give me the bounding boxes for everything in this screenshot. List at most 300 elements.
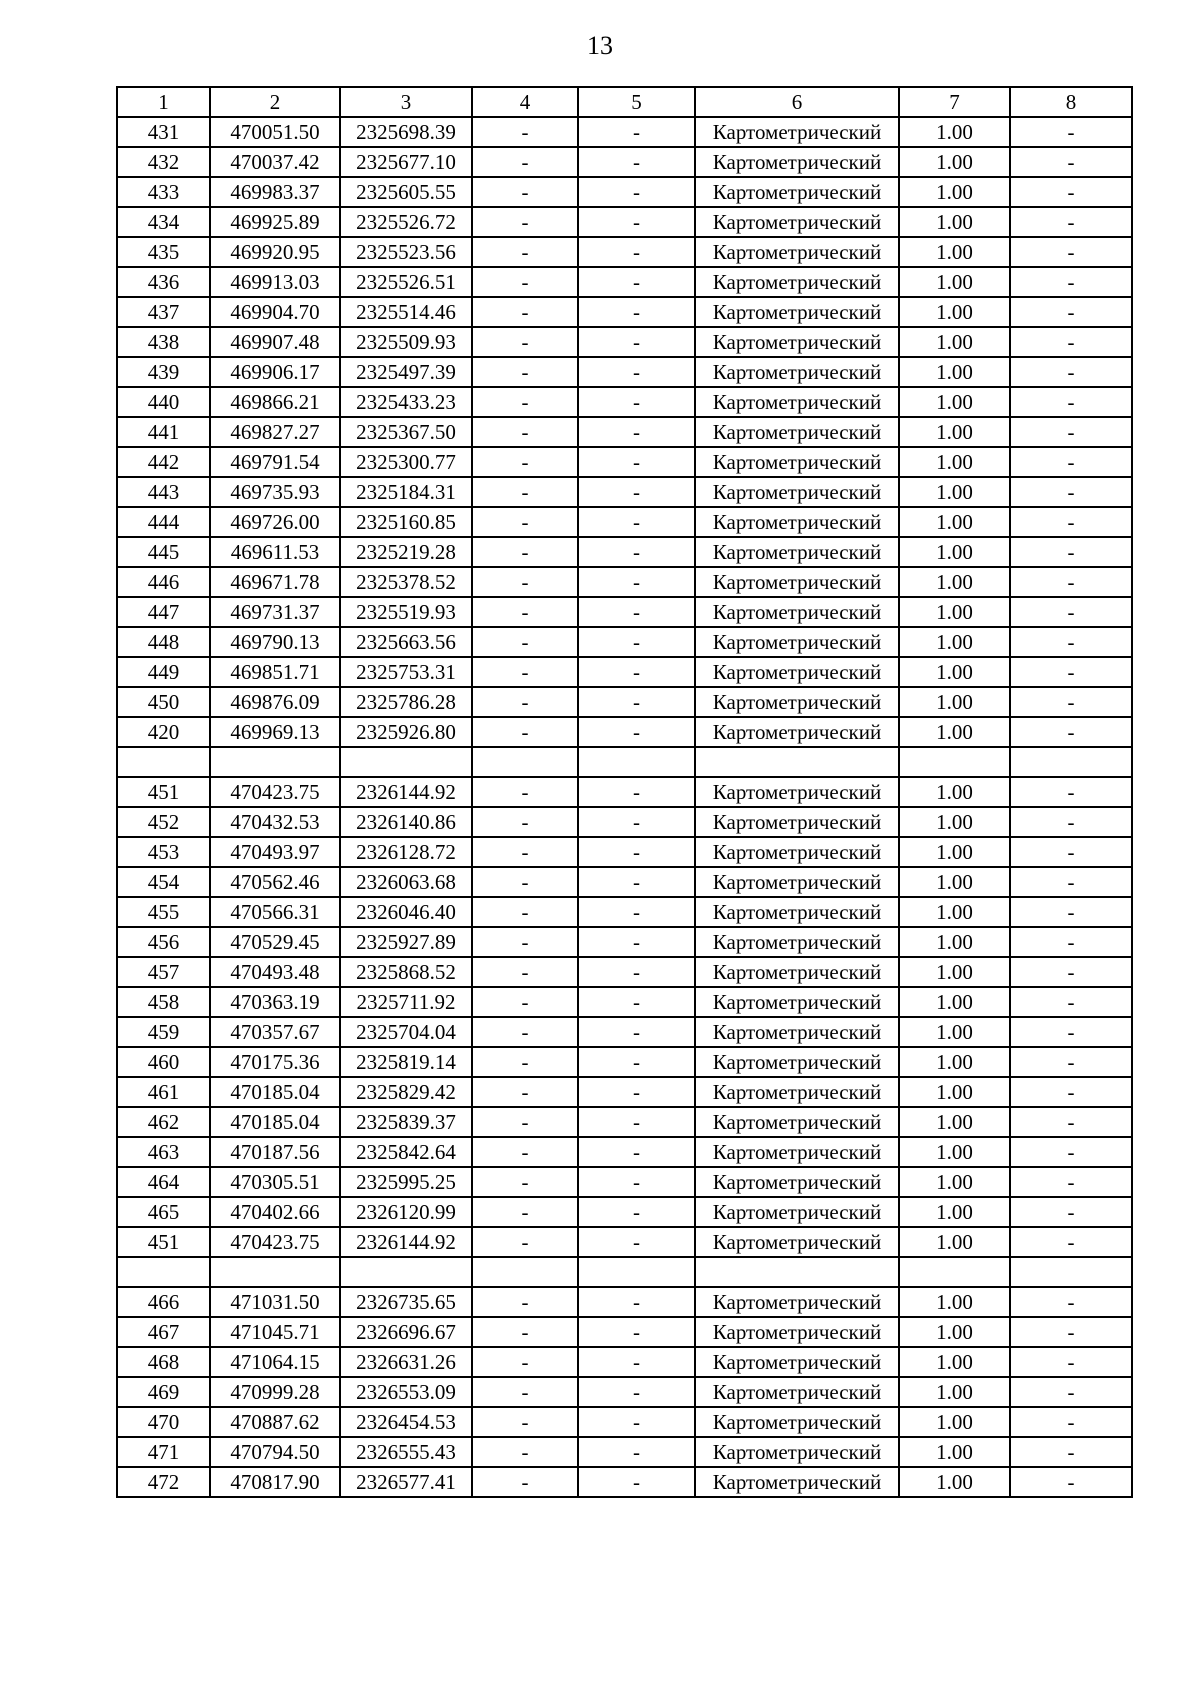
table-cell: 1.00	[899, 1377, 1010, 1407]
table-cell: 451	[117, 777, 210, 807]
table-cell: 470357.67	[210, 1017, 340, 1047]
table-cell: 1.00	[899, 927, 1010, 957]
table-row	[117, 417, 1132, 447]
table-cell: 438	[117, 327, 210, 357]
table-cell: -	[1010, 147, 1132, 177]
table-cell: -	[578, 1317, 695, 1347]
table-cell: 469913.03	[210, 267, 340, 297]
table-cell: Картометрический	[695, 207, 899, 237]
table-cell: -	[578, 537, 695, 567]
table-cell	[1010, 1257, 1132, 1287]
table-cell: 2326577.41	[340, 1467, 472, 1497]
table-cell: 2326144.92	[340, 777, 472, 807]
table-cell: 469726.00	[210, 507, 340, 537]
table-cell: 2325926.80	[340, 717, 472, 747]
table-cell: 1.00	[899, 1197, 1010, 1227]
table-row	[117, 267, 1132, 297]
table-cell: 2325868.52	[340, 957, 472, 987]
table-cell: 1.00	[899, 1107, 1010, 1137]
table-cell: -	[1010, 507, 1132, 537]
table-cell	[472, 1257, 578, 1287]
table-cell: Картометрический	[695, 987, 899, 1017]
table-cell: 1.00	[899, 627, 1010, 657]
table-cell: 2325378.52	[340, 567, 472, 597]
table-cell: -	[578, 1077, 695, 1107]
table-cell: 2326140.86	[340, 807, 472, 837]
table-cell: -	[578, 1347, 695, 1377]
table-cell: 1.00	[899, 987, 1010, 1017]
header-cell: 4	[472, 87, 578, 117]
table-cell: 1.00	[899, 567, 1010, 597]
table-cell: -	[578, 597, 695, 627]
table-cell: 470037.42	[210, 147, 340, 177]
table-cell: -	[1010, 267, 1132, 297]
table-cell: -	[1010, 327, 1132, 357]
table-cell: -	[578, 1287, 695, 1317]
table-cell: Картометрический	[695, 477, 899, 507]
table-cell: 2325526.51	[340, 267, 472, 297]
table-row	[117, 1347, 1132, 1377]
table-row	[117, 537, 1132, 567]
table-cell: -	[578, 717, 695, 747]
table-cell: 469827.27	[210, 417, 340, 447]
table-cell: -	[472, 1287, 578, 1317]
table-cell: 445	[117, 537, 210, 567]
table-row	[117, 1197, 1132, 1227]
table-cell: 458	[117, 987, 210, 1017]
table-cell: -	[1010, 897, 1132, 927]
table-cell: 1.00	[899, 1167, 1010, 1197]
table-cell: -	[578, 657, 695, 687]
table-cell: -	[578, 687, 695, 717]
table-cell: -	[472, 537, 578, 567]
table-cell: 449	[117, 657, 210, 687]
table-cell	[695, 747, 899, 777]
table-cell: 469731.37	[210, 597, 340, 627]
table-cell: 2325433.23	[340, 387, 472, 417]
table-cell: -	[1010, 237, 1132, 267]
table-cell: -	[472, 657, 578, 687]
table-cell: 2325519.93	[340, 597, 472, 627]
table-cell: Картометрический	[695, 867, 899, 897]
table-cell: -	[1010, 537, 1132, 567]
table-cell: 431	[117, 117, 210, 147]
table-row	[117, 867, 1132, 897]
table-row	[117, 927, 1132, 957]
table-row	[117, 1377, 1132, 1407]
table-cell: 466	[117, 1287, 210, 1317]
table-cell: Картометрический	[695, 447, 899, 477]
table-cell: -	[1010, 387, 1132, 417]
table-cell: 470493.48	[210, 957, 340, 987]
table-cell: -	[578, 807, 695, 837]
table-cell: -	[578, 837, 695, 867]
table-cell: -	[578, 477, 695, 507]
table-row	[117, 1047, 1132, 1077]
table-cell: 470794.50	[210, 1437, 340, 1467]
table-cell: 470	[117, 1407, 210, 1437]
table-cell: 1.00	[899, 207, 1010, 237]
table-cell: Картометрический	[695, 1017, 899, 1047]
table-cell: -	[1010, 657, 1132, 687]
table-cell: -	[578, 297, 695, 327]
table-cell: Картометрический	[695, 777, 899, 807]
table-cell: 470887.62	[210, 1407, 340, 1437]
table-cell: 470423.75	[210, 777, 340, 807]
table-cell: 1.00	[899, 387, 1010, 417]
table-cell: 1.00	[899, 1467, 1010, 1497]
table-cell: -	[472, 267, 578, 297]
table-cell: 436	[117, 267, 210, 297]
table-cell: -	[1010, 777, 1132, 807]
table-cell: 465	[117, 1197, 210, 1227]
table-cell: -	[578, 117, 695, 147]
table-cell: -	[1010, 117, 1132, 147]
table-row	[117, 207, 1132, 237]
table-cell: -	[472, 867, 578, 897]
table-cell: Картометрический	[695, 237, 899, 267]
table-cell: -	[1010, 1047, 1132, 1077]
table-cell: 469790.13	[210, 627, 340, 657]
table-cell: Картометрический	[695, 1317, 899, 1347]
table-cell: Картометрический	[695, 657, 899, 687]
table-cell: -	[1010, 1137, 1132, 1167]
table-cell: -	[472, 1437, 578, 1467]
table-cell: 1.00	[899, 267, 1010, 297]
table-cell: 2325367.50	[340, 417, 472, 447]
table-cell: 439	[117, 357, 210, 387]
table-cell: -	[472, 1377, 578, 1407]
table-cell: 463	[117, 1137, 210, 1167]
table-cell: -	[1010, 1167, 1132, 1197]
table-cell: -	[1010, 867, 1132, 897]
table-cell: Картометрический	[695, 1047, 899, 1077]
table-cell: Картометрический	[695, 507, 899, 537]
table-cell: -	[472, 1227, 578, 1257]
table-cell	[899, 747, 1010, 777]
table-cell: -	[578, 267, 695, 297]
table-cell: 455	[117, 897, 210, 927]
table-cell: -	[472, 687, 578, 717]
table-cell: -	[578, 567, 695, 597]
table-cell: 1.00	[899, 807, 1010, 837]
table-cell: Картометрический	[695, 1407, 899, 1437]
table-cell: -	[578, 867, 695, 897]
table-row	[117, 177, 1132, 207]
table-cell: 1.00	[899, 957, 1010, 987]
table-cell: 441	[117, 417, 210, 447]
table-cell: 2325704.04	[340, 1017, 472, 1047]
table-cell: 462	[117, 1107, 210, 1137]
table-cell: -	[578, 327, 695, 357]
table-cell: 2325300.77	[340, 447, 472, 477]
table-row	[117, 477, 1132, 507]
header-cell: 6	[695, 87, 899, 117]
table-cell	[340, 747, 472, 777]
table-cell: -	[472, 147, 578, 177]
table-cell: 2326696.67	[340, 1317, 472, 1347]
table-cell: -	[472, 297, 578, 327]
table-cell: -	[472, 507, 578, 537]
table-row	[117, 1137, 1132, 1167]
table-cell: 1.00	[899, 507, 1010, 537]
table-cell: -	[578, 1047, 695, 1077]
table-cell: -	[472, 237, 578, 267]
table-cell: Картометрический	[695, 597, 899, 627]
table-cell: -	[578, 1167, 695, 1197]
table-row	[117, 507, 1132, 537]
table-cell: 470999.28	[210, 1377, 340, 1407]
table-cell: -	[472, 1047, 578, 1077]
table-cell: 470187.56	[210, 1137, 340, 1167]
table-cell	[899, 1257, 1010, 1287]
table-cell: 469920.95	[210, 237, 340, 267]
table-cell: 469904.70	[210, 297, 340, 327]
table-cell: 1.00	[899, 717, 1010, 747]
table-cell: 469906.17	[210, 357, 340, 387]
table-cell: -	[472, 807, 578, 837]
table-cell: -	[472, 717, 578, 747]
table-cell: Картометрический	[695, 1197, 899, 1227]
table-cell: -	[1010, 1377, 1132, 1407]
table-cell: 472	[117, 1467, 210, 1497]
table-cell: -	[472, 1467, 578, 1497]
table-cell: 1.00	[899, 1347, 1010, 1377]
table-cell: -	[578, 897, 695, 927]
table-cell: -	[1010, 567, 1132, 597]
table-cell: -	[578, 1407, 695, 1437]
table-cell: -	[472, 327, 578, 357]
table-cell: 1.00	[899, 447, 1010, 477]
table-cell: -	[1010, 837, 1132, 867]
table-row	[117, 327, 1132, 357]
table-cell: -	[578, 1227, 695, 1257]
table-cell: 432	[117, 147, 210, 177]
table-cell: -	[578, 1137, 695, 1167]
table-cell: -	[578, 1467, 695, 1497]
table-cell: 1.00	[899, 657, 1010, 687]
table-cell: -	[1010, 1197, 1132, 1227]
table-cell: 1.00	[899, 417, 1010, 447]
table-row	[117, 1227, 1132, 1257]
table-cell: 1.00	[899, 327, 1010, 357]
table-cell: 2325523.56	[340, 237, 472, 267]
table-cell: 447	[117, 597, 210, 627]
table-cell: 461	[117, 1077, 210, 1107]
separator-row	[117, 1257, 1132, 1287]
table-cell: 2325753.31	[340, 657, 472, 687]
header-row	[117, 87, 1132, 117]
table-cell: 470363.19	[210, 987, 340, 1017]
table-cell: 1.00	[899, 597, 1010, 627]
table-cell: 433	[117, 177, 210, 207]
table-cell: -	[578, 177, 695, 207]
table-cell: -	[1010, 417, 1132, 447]
table-cell: 448	[117, 627, 210, 657]
table-cell: 469735.93	[210, 477, 340, 507]
table-cell: -	[472, 567, 578, 597]
table-cell: -	[472, 837, 578, 867]
table-cell: -	[1010, 1077, 1132, 1107]
table-cell: 440	[117, 387, 210, 417]
table-cell: -	[1010, 1107, 1132, 1137]
table-cell: 457	[117, 957, 210, 987]
table-cell: 469969.13	[210, 717, 340, 747]
table-cell: -	[1010, 297, 1132, 327]
table-cell: 2326046.40	[340, 897, 472, 927]
table-cell: 470493.97	[210, 837, 340, 867]
table-cell	[340, 1257, 472, 1287]
table-cell: 446	[117, 567, 210, 597]
table-cell: -	[472, 1017, 578, 1047]
table-cell: Картометрический	[695, 1377, 899, 1407]
table-cell: 468	[117, 1347, 210, 1377]
table-cell: 2325698.39	[340, 117, 472, 147]
table-cell: -	[1010, 1287, 1132, 1317]
table-cell: 453	[117, 837, 210, 867]
table-cell: -	[578, 777, 695, 807]
table-row	[117, 297, 1132, 327]
table-row	[117, 657, 1132, 687]
table-body	[117, 117, 1132, 1497]
table-cell	[472, 747, 578, 777]
table-cell: Картометрический	[695, 417, 899, 447]
table-cell: -	[578, 927, 695, 957]
coordinates-table	[116, 86, 1133, 1498]
table-row	[117, 147, 1132, 177]
table-cell: Картометрический	[695, 1227, 899, 1257]
table-row	[117, 1077, 1132, 1107]
table-cell: 2325819.14	[340, 1047, 472, 1077]
table-cell: 1.00	[899, 867, 1010, 897]
table-cell: -	[1010, 717, 1132, 747]
table-cell: Картометрический	[695, 1167, 899, 1197]
table-row	[117, 357, 1132, 387]
table-cell: 2326631.26	[340, 1347, 472, 1377]
table-cell: -	[578, 207, 695, 237]
table-cell: 2325526.72	[340, 207, 472, 237]
table-cell: -	[1010, 957, 1132, 987]
table-cell: 451	[117, 1227, 210, 1257]
table-cell: -	[472, 357, 578, 387]
table-cell: -	[1010, 1347, 1132, 1377]
table-cell: Картометрический	[695, 297, 899, 327]
table-cell: 2326553.09	[340, 1377, 472, 1407]
table-cell: -	[472, 387, 578, 417]
table-cell: 470432.53	[210, 807, 340, 837]
table-cell: 2325995.25	[340, 1167, 472, 1197]
table-cell: 1.00	[899, 297, 1010, 327]
table-cell: 469851.71	[210, 657, 340, 687]
table-cell: 471	[117, 1437, 210, 1467]
table-row	[117, 837, 1132, 867]
table-cell	[210, 747, 340, 777]
table-cell: 2326454.53	[340, 1407, 472, 1437]
table-cell: 444	[117, 507, 210, 537]
table-cell: 469	[117, 1377, 210, 1407]
table-row	[117, 1317, 1132, 1347]
table-cell: -	[578, 1107, 695, 1137]
table-cell: Картометрический	[695, 267, 899, 297]
table-cell: -	[578, 1017, 695, 1047]
table-cell: Картометрический	[695, 837, 899, 867]
table-cell: -	[1010, 1467, 1132, 1497]
table-cell: 437	[117, 297, 210, 327]
table-row	[117, 597, 1132, 627]
table-cell: Картометрический	[695, 927, 899, 957]
table-cell: Картометрический	[695, 807, 899, 837]
table-cell: 470566.31	[210, 897, 340, 927]
table-cell: 2325677.10	[340, 147, 472, 177]
table-cell	[578, 747, 695, 777]
table-cell: 1.00	[899, 1437, 1010, 1467]
table-cell: 454	[117, 867, 210, 897]
table-cell: -	[472, 477, 578, 507]
table-cell: 469611.53	[210, 537, 340, 567]
table-cell: 1.00	[899, 837, 1010, 867]
table-cell: -	[472, 1347, 578, 1377]
table-cell: -	[472, 897, 578, 927]
table-cell: 471045.71	[210, 1317, 340, 1347]
table-cell: 469983.37	[210, 177, 340, 207]
table-cell: 470423.75	[210, 1227, 340, 1257]
table-row	[117, 807, 1132, 837]
table-cell: 456	[117, 927, 210, 957]
table-cell: 1.00	[899, 687, 1010, 717]
table-cell: 469791.54	[210, 447, 340, 477]
table-cell: -	[578, 237, 695, 267]
table-cell: 1.00	[899, 1047, 1010, 1077]
table-cell: 443	[117, 477, 210, 507]
table-row	[117, 1017, 1132, 1047]
page-number: 13	[587, 31, 613, 60]
table-cell: -	[1010, 477, 1132, 507]
table-cell: -	[472, 1137, 578, 1167]
table-row	[117, 957, 1132, 987]
table-cell: -	[578, 447, 695, 477]
table-cell: -	[1010, 627, 1132, 657]
table-cell: -	[578, 1377, 695, 1407]
header-cell: 8	[1010, 87, 1132, 117]
table-cell: 470402.66	[210, 1197, 340, 1227]
table-cell: -	[472, 117, 578, 147]
table-cell: Картометрический	[695, 1107, 899, 1137]
table-cell: -	[1010, 1407, 1132, 1437]
table-cell: -	[578, 957, 695, 987]
table-cell: -	[472, 1407, 578, 1437]
table-cell: Картометрический	[695, 957, 899, 987]
table-cell: 460	[117, 1047, 210, 1077]
table-cell: -	[1010, 687, 1132, 717]
table-cell: 420	[117, 717, 210, 747]
table-cell: 434	[117, 207, 210, 237]
table-cell: Картометрический	[695, 327, 899, 357]
table-cell: -	[578, 627, 695, 657]
table-cell: 469671.78	[210, 567, 340, 597]
table-cell: 2325605.55	[340, 177, 472, 207]
table-cell: 1.00	[899, 177, 1010, 207]
table-row	[117, 717, 1132, 747]
table-cell: 2325497.39	[340, 357, 472, 387]
table-cell: -	[1010, 597, 1132, 627]
table-cell: Картометрический	[695, 357, 899, 387]
table-cell: 2325509.93	[340, 327, 472, 357]
table-cell: 470185.04	[210, 1107, 340, 1137]
table-row	[117, 897, 1132, 927]
table-cell: 1.00	[899, 777, 1010, 807]
table-cell: 470185.04	[210, 1077, 340, 1107]
table-row	[117, 777, 1132, 807]
